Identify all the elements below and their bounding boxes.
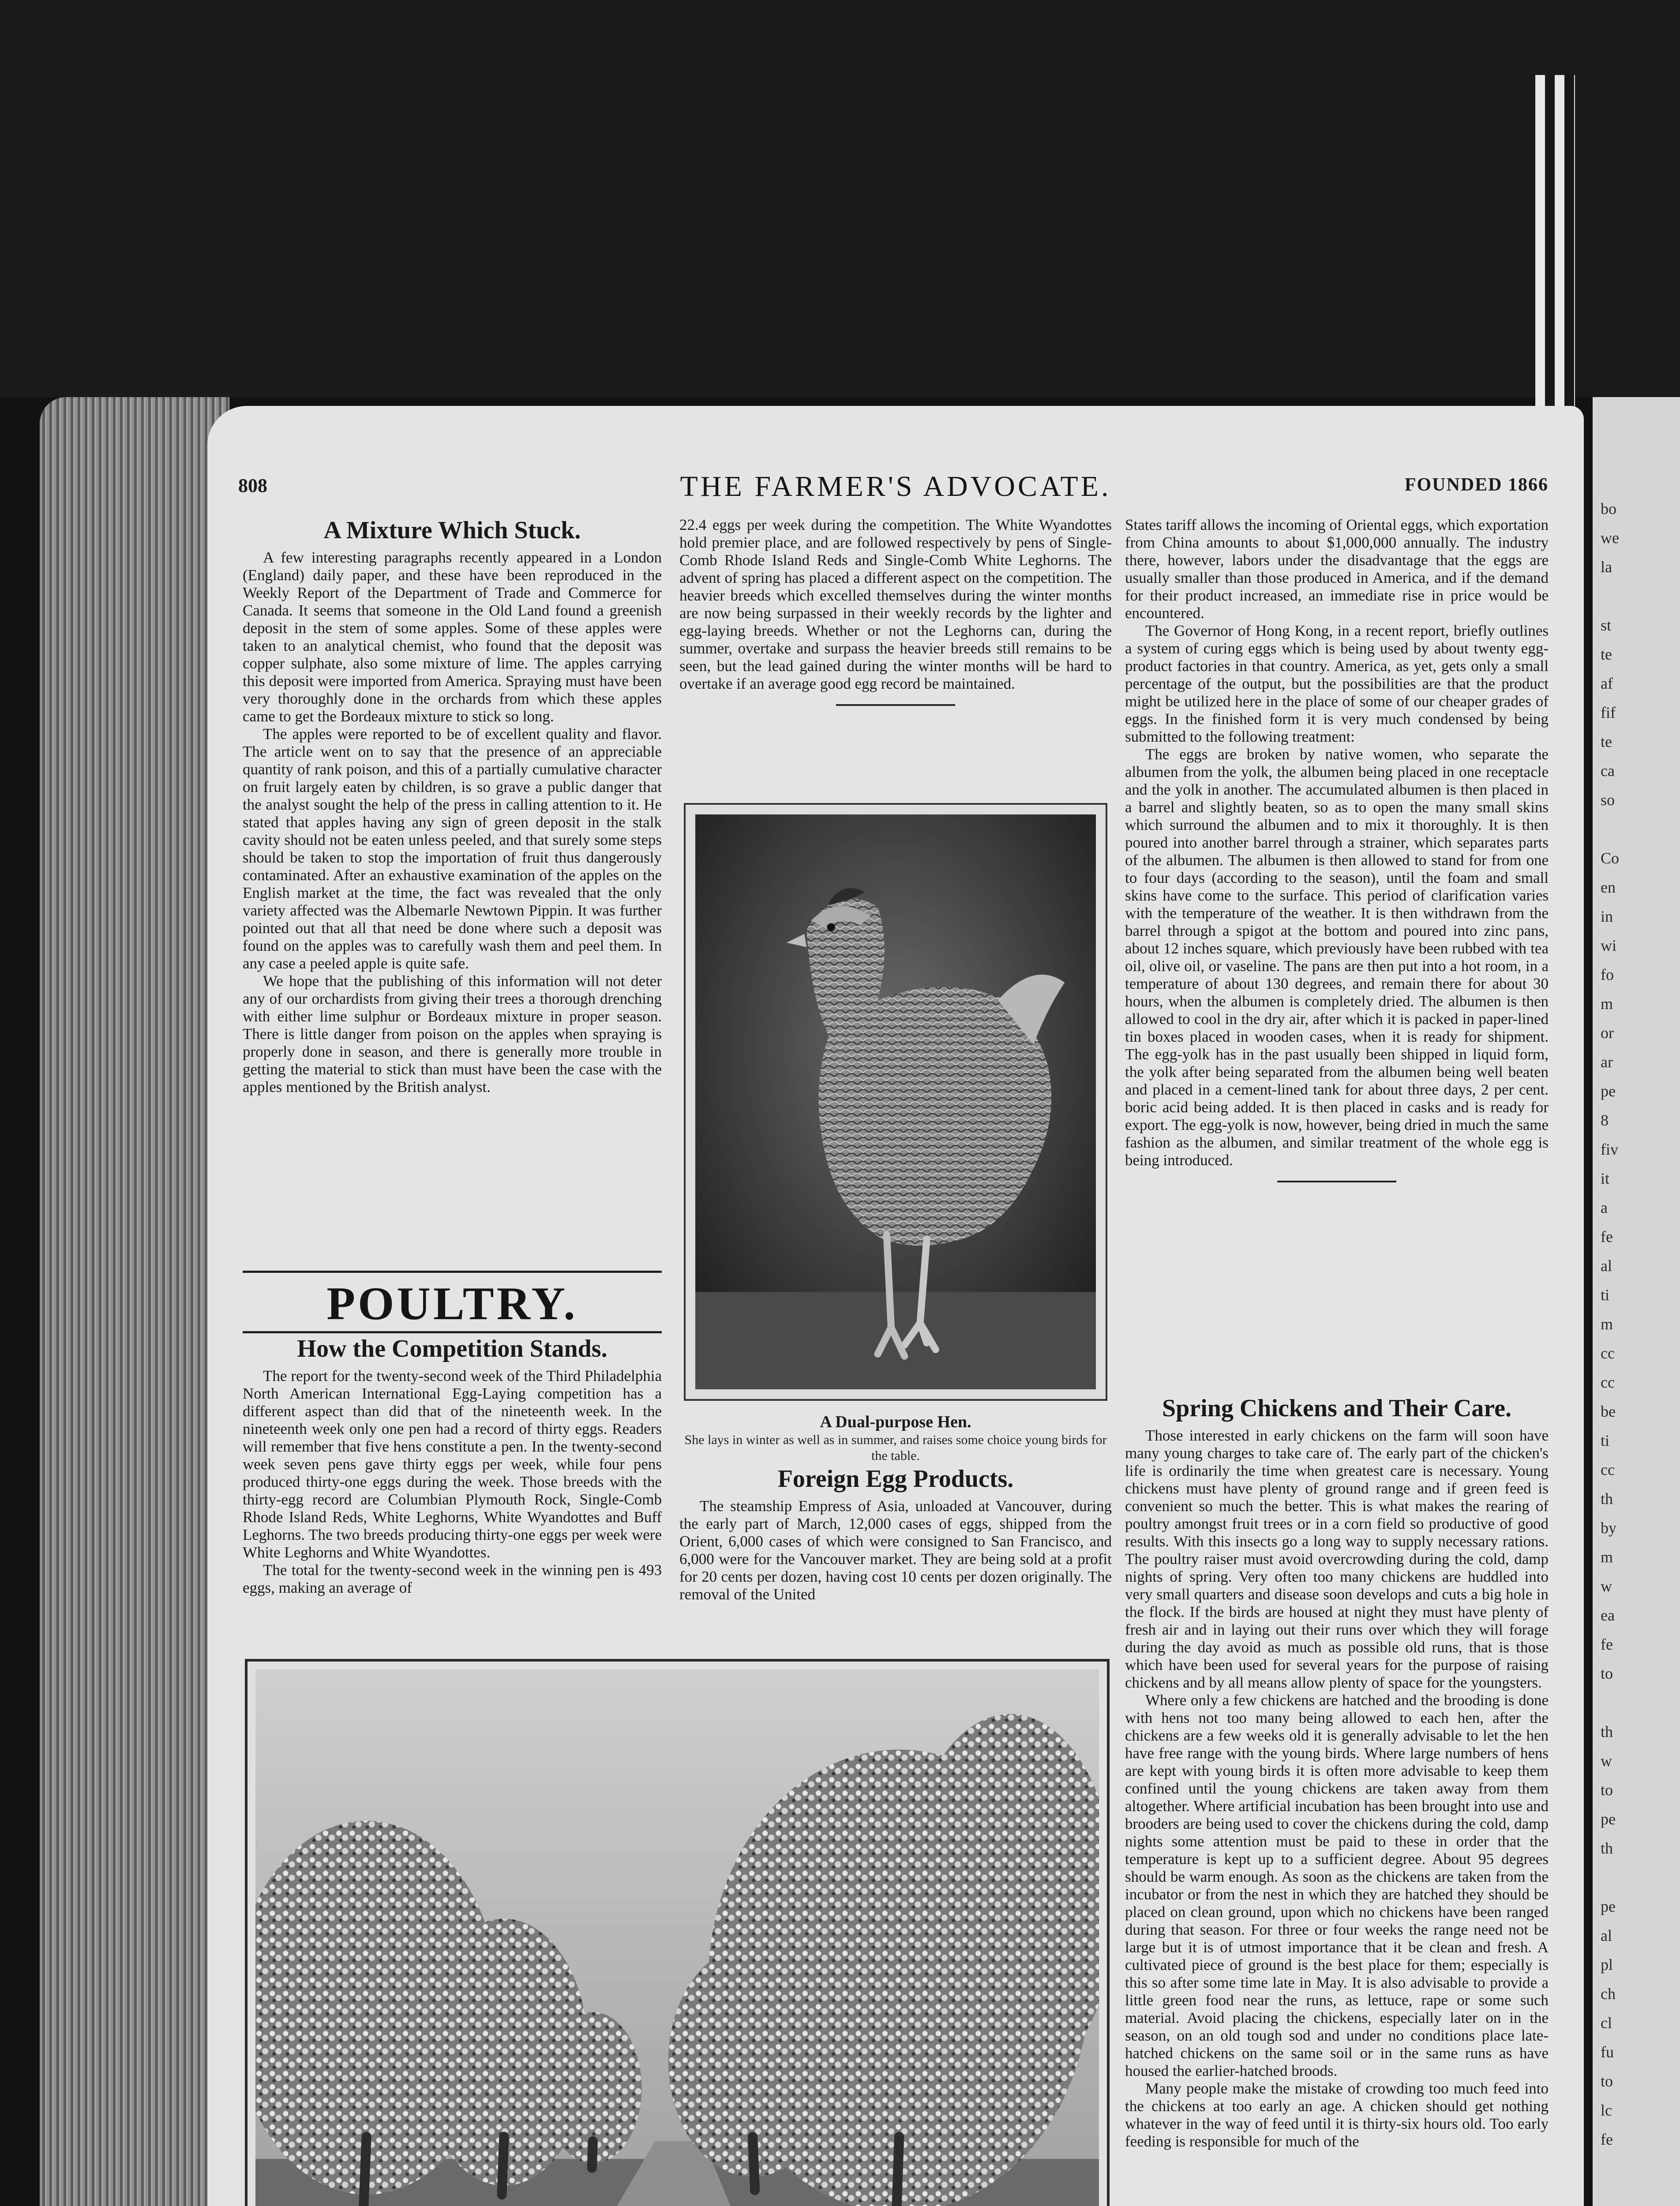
article-paragraph: The Governor of Hong Kong, in a recent report, briefly outlines a system of curing eggs which is being used by about twenty egg-product factories in that country. America, as yet, gets only a small percentage of the output, but the possibilities are that the product might be utilized here in the place of some of our cheaper grades of eggs. In the finished form it is very much condensed by being submitted to the following treatment: bbox=[1125, 622, 1549, 745]
book-page-edges bbox=[40, 397, 229, 2206]
article-paragraph: States tariff allows the incoming of Oriental eggs, which exportation from China amounts to about $1,000,000 annually. The industry there, however, labors under the disadvantage that the eggs are usually smaller than those produced in America, and if the demand for their product increased, an immediate rise in price would be encountered. bbox=[1125, 516, 1549, 622]
article-paragraph: Where only a few chickens are hatched and the brooding is done with hens not too many being allowed to each hen, after the chickens are a few weeks old it is generally advisable to let the hen have free range with the young birds. Where large numbers of hens are kept with young birds it is often more advisable to keep them confined until the young chickens are taken away from them altogether. Where artificial incubation has been brought into use and brooders are being used to cover the chickens during the cold, damp nights some attention must be paid to these in order that the temperature is kept up to a sufficient degree. About 95 degrees should be warm enough. As soon as the chickens are taken from the incubator or from the nest in which they are hatched they should be placed on clean ground, upon which no chickens have been ranged during that season. For three or four weeks the range need not be large but it is of utmost importance that it be clean and fresh. A cultivated piece of ground is the best place for them; especially is this so after some time late in May. It is also advisable to provide a little green food near the runs, as lettuce, rape or some such material. Avoid placing the chickens, especially later on in the season, on an old tough sod and under no conditions place late-hatched chickens on the same soil or in the same runs as have housed the earlier-hatched broods. bbox=[1125, 1692, 1549, 2079]
article-paragraph: The total for the twenty-second week in the winning pen is 493 eggs, making an average of bbox=[243, 1561, 662, 1596]
article-paragraph: Many people make the mistake of crowding too much feed into the chickens at too early an age. A chicken should get nothing whatever in the way of feed until it is thirty-six hours old. Too early feeding is responsible for much of the bbox=[1125, 2080, 1549, 2150]
newspaper-page bbox=[207, 406, 1584, 2206]
article-paragraph: 22.4 eggs per week during the competition. The White Wyandottes hold premier place, and are followed respectively by pens of Single-Comb Rhode Island Reds and Single-Comb White Leghorns. The advent of spring has placed a different aspect on the competition. The heavier breeds which excelled themselves during the winter months are now being surpassed in their weekly records by the lighter and egg-laying breeds. Whether or not the Leghorns can, during the summer, overtake and surpass the heavier breeds still remains to be seen, but the lead gained during the winter months will be hard to overtake if an average good egg record be maintained. bbox=[679, 516, 1112, 692]
caption-title: A Dual-purpose Hen. bbox=[820, 1413, 971, 1431]
founded-line: FOUNDED 1866 bbox=[1404, 475, 1549, 495]
hen-photograph bbox=[684, 803, 1107, 1401]
article-paragraph: A few interesting paragraphs recently appeared in a London (England) daily paper, and these have been reproduced in the Weekly Report of the Department of Trade and Commerce for Canada. It seems that someone in the Old Land found a greenish deposit in the stem of some apples. Some of these apples were taken to an analytical chemist, who found that the deposit was copper sulphate, also some mixture of lime. The apples carrying this deposit were imported from America. Spraying must have been very thoroughly done in the orchards from which these apples came to get the Bordeaux mixture to stick so long. bbox=[243, 549, 662, 725]
article-title: A Mixture Which Stuck. bbox=[323, 517, 581, 544]
article-title: Foreign Egg Products. bbox=[777, 1465, 1014, 1493]
caption-text: She lays in winter as well as in summer, and raises some choice young birds for the table. bbox=[684, 1433, 1107, 1463]
article-foreign-continued bbox=[1125, 516, 1549, 1194]
scan-backdrop-top bbox=[0, 0, 1680, 397]
masthead-title: THE FARMER'S ADVOCATE. bbox=[680, 470, 1111, 503]
article-paragraph: Those interested in early chickens on the farm will soon have many young charges to take care of. The early part of the chicken's life is ordinarily the time when greatest care is necessary. Young chickens must have plenty of ground range and if green feed is convenient so much the better. This is what makes the rearing of poultry amongst fruit trees or in a corn field so productive of good results. With this insects go a long way to supply necessary rations. The poultry raiser must avoid overcrowding during the cold, damp nights of spring. Very often too many chickens are huddled into very small quarters and disease soon develops and cuts a big hole in the flock. If the birds are housed at night they must have plenty of fresh air and in laying out their runs over which they will forage during the day avoid as much as possible old runs, that is those which have been used for several years for the purpose of raising chickens and by all means allow plenty of space for the youngsters. bbox=[1125, 1427, 1549, 1691]
article-paragraph: The steamship Empress of Asia, unloaded at Vancouver, during the early part of March, 12,000 cases of eggs, shipped from the Orient, 6,000 cases of which were consigned to San Francisco, and 6,000 were for the Vancouver market. They are being sold at a profit for 20 cents per dozen, having cost 10 cents per dozen originally. The removal of the United bbox=[679, 1497, 1112, 1603]
article-title: Spring Chickens and Their Care. bbox=[1162, 1395, 1511, 1422]
article-paragraph: We hope that the publishing of this information will not deter any of our orchardists from giving their trees a thorough drenching with either lime sulphur or Bordeaux mixture in proper season. There is little danger from poison on the apples when spraying is properly done in season, and there is generally more trouble in getting the material to stick than must have been the case with the apples mentioned by the British analyst. bbox=[243, 972, 662, 1095]
orchard-photograph bbox=[245, 1659, 1110, 2206]
article-title: How the Competition Stands. bbox=[297, 1335, 608, 1362]
article-foreign bbox=[679, 1465, 1112, 1603]
article-spring bbox=[1125, 1394, 1549, 2150]
article-mixture bbox=[243, 516, 662, 1096]
article-competition bbox=[243, 1335, 662, 1597]
hen-illustration bbox=[695, 814, 1096, 1389]
orchard-illustration bbox=[255, 1670, 1099, 2206]
article-competition-continued bbox=[679, 516, 1112, 717]
adjacent-page-fragments: bo we la st te af fif te ca so Co en in wi fo m or ar pe 8 fiv it a fe al ti m cc cc be ti cc th by m w ea fe to th w to pe th pe al pl ch cl fu to lc fe bbox=[1601, 500, 1620, 2148]
section-heading-poultry: POULTRY. bbox=[243, 1271, 662, 1333]
article-paragraph: The eggs are broken by native women, who separate the albumen from the yolk, the albumen being placed in one receptacle and the yolk in another. The accumulated albumen is then placed in a barrel and slightly beaten, so as to open the many small skins which surround the albumen and to mix it thoroughly. It is then poured into another barrel through a strainer, which separates parts of the albumen. The albumen is then allowed to stand for from one to four days (according to the season), until the foam and small skins have come to the surface. This period of clarification varies with the temperature of the weather. It is then withdrawn from the barrel through a spigot at the bottom and poured into zinc pans, about 12 inches square, which previously have been rubbed with tea oil, olive oil, or vaseline. The pans are then put into a hot room, in a temperature of about 130 degrees, and remain there for about 30 hours, when the albumen is completely dried. The albumen is then allowed to cool in the dry air, after which it is packed in paper-lined tin boxes placed in wooden cases, when it is ready for shipment. The egg-yolk has in the past usually been shipped in liquid form, the yolk after being separated from the albumen being well beaten and placed in a cement-lined tank for about three days, 2 per cent. boric acid being added. It is then placed in casks and is ready for export. The egg-yolk is now, however, being dried in much the same fashion as the albumen, and similar treatment of the whole egg is being introduced. bbox=[1125, 746, 1549, 1169]
running-head bbox=[207, 470, 1584, 505]
article-paragraph: The report for the twenty-second week of the Third Philadelphia North American International Egg-Laying competition has a different aspect than did that of the nineteenth week. In the nineteenth week only one pen had a record of thirty eggs. Readers will remember that five hens constitute a pen. In the twenty-second week seven pens gave thirty eggs per week, while four pens produced thirty-one eggs during the week. Those breeds with the thirty-egg record are Columbian Plymouth Rock, Single-Comb Rhode Island Reds, White Leghorns, White Wyandottes and Buff Leghorns. The two breeds producing thirty-one eggs per week were White Leghorns and White Wyandottes. bbox=[243, 1367, 662, 1561]
article-paragraph: The apples were reported to be of excellent quality and flavor. The article went on to say that the presence of an appreciable quantity of rank poison, and this of a partially cumulative character on fruit largely eaten by children, is so grave a public danger that the analyst sought the help of the press in calling attention to it. He stated that apples having any sign of green deposit in the stalk cavity should not be eaten unless peeled, and that surely some steps should be taken to stop the importation of fruit thus dangerously contaminated. After an exhaustive examination of the apples on the English market at the time, the fact was revealed that the only variety affected was the Albemarle Newtown Pippin. It was further pointed out that all that need be done where such a deposit was found on the apples was to carefully wash them and peel them. In any case a peeled apple is quite safe. bbox=[243, 725, 662, 972]
column-rule bbox=[836, 704, 955, 706]
column-rule bbox=[1277, 1181, 1396, 1182]
page-number: 808 bbox=[238, 475, 267, 496]
hen-caption bbox=[679, 1412, 1112, 1464]
adjacent-page-strip bbox=[1593, 397, 1680, 2206]
